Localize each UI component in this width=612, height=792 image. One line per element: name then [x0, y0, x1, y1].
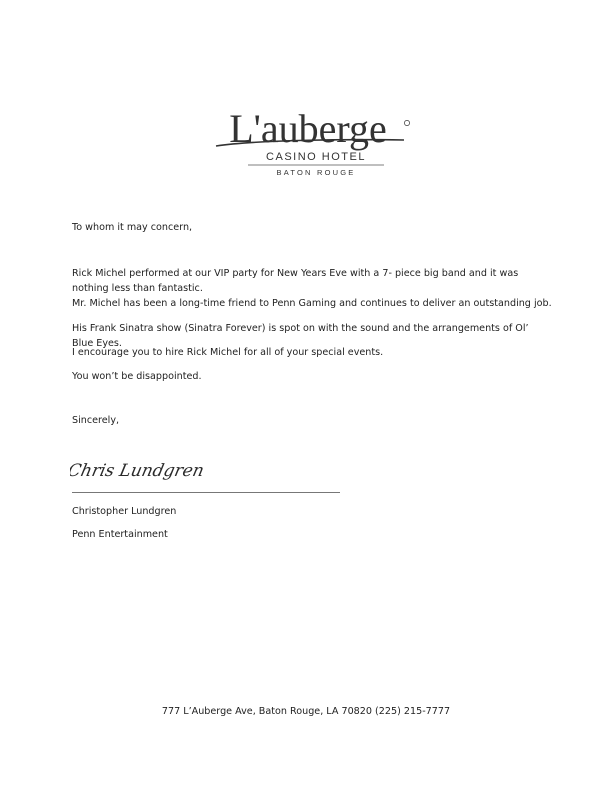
company-logo [196, 104, 420, 180]
signer-organization: Penn Entertainment [72, 529, 168, 540]
paragraph-2: Mr. Michel has been a long-time friend to Penn Gaming and continues to deliver an outstanding job. [72, 298, 552, 309]
salutation: To whom it may concern, [72, 222, 193, 233]
signature-text: Chris Lundgren [70, 461, 206, 481]
paragraph-1: Rick Michel performed at our VIP party for New Years Eve with a 7- piece big band and it was nothing less than fantastic. [72, 268, 519, 294]
logo-line-baton-rouge: BATON ROUGE [276, 168, 356, 177]
paragraph-5: You won’t be disappointed. [72, 371, 202, 382]
handwritten-signature [70, 452, 220, 488]
paragraph-3: His Frank Sinatra show (Sinatra Forever) is spot on with the sound and the arrangements of Ol’ Blue Eyes. [72, 323, 529, 349]
logo-brand: L'auberge [229, 106, 387, 151]
logo-line-casino-hotel: CASINO HOTEL [266, 151, 366, 163]
footer-address: 777 L’Auberge Ave, Baton Rouge, LA 70820 (225) 215-7777 [161, 706, 451, 717]
closing: Sincerely, [72, 415, 120, 426]
paragraph-4: I encourage you to hire Rick Michel for all of your special events. [72, 347, 384, 358]
signer-name: Christopher Lundgren [72, 506, 177, 517]
signature-line [72, 492, 340, 493]
